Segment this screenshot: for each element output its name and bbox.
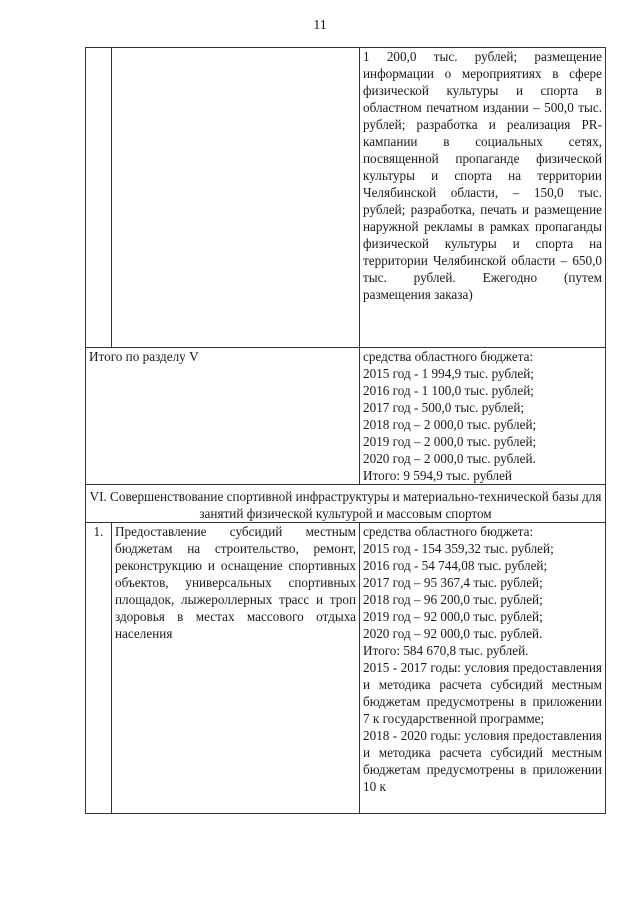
- total-label: Итого по разделу V: [86, 348, 360, 485]
- total-funding-cell: [360, 348, 606, 485]
- table-row-item-1: [86, 523, 606, 814]
- table-row-section-heading: [86, 485, 606, 523]
- item-number: 1.: [86, 523, 112, 814]
- funding-line: 2019 год – 92 000,0 тыс. рублей;: [363, 609, 543, 624]
- funding-line: средства областного бюджета:: [363, 524, 534, 539]
- table-row-total-section-v: [86, 348, 606, 485]
- funding-line: 2015 год - 1 994,9 тыс. рублей;: [363, 366, 534, 381]
- funding-line: 2019 год – 2 000,0 тыс. рублей;: [363, 434, 537, 449]
- funding-line: 2018 год – 2 000,0 тыс. рублей;: [363, 417, 537, 432]
- funding-line: 2020 год – 2 000,0 тыс. рублей.: [363, 451, 536, 466]
- program-table: [85, 47, 606, 814]
- item-funding-cell: [360, 523, 606, 814]
- funding-line: Итого: 584 670,8 тыс. рублей.: [363, 643, 529, 658]
- item-description: Предоставление субсидий местным бюджетам на строительство, ремонт, реконструкцию и оснащение спортивных объектов, универсальных спортивных площадок, лыжероллерных трасс и троп здоровья в местах массового отдыха населения: [112, 523, 360, 814]
- section-vi-title: VI. Совершенствование спортивной инфраструктуры и материально-технической базы для занятий физической культурой и массовым спортом: [86, 485, 606, 523]
- funding-cell: 1 200,0 тыс. рублей; размещение информации о мероприятиях в сфере физической культуры и спорта в областном печатном издании – 500,0 тыс. рублей; разработка и реализация PR-кампании в социальных сетях, посвященной пропаганде физической культуры и спорта на территории Челябинской области, – 150,0 тыс. рублей; разработка, печать и размещение наружной рекламы в рамках пропаганды физической культуры и спорта на территории Челябинской области – 650,0 тыс. рублей. Ежегодно (путем размещения заказа): [360, 48, 606, 348]
- description-cell: [112, 48, 360, 348]
- conditions-2018-2020: 2018 - 2020 годы: условия предоставления и методика расчета субсидий местным бюджетам предусмотрены в приложении 10 к: [363, 728, 602, 794]
- funding-line: 2016 год - 1 100,0 тыс. рублей;: [363, 383, 534, 398]
- funding-line: 2017 год - 500,0 тыс. рублей;: [363, 400, 525, 415]
- page-number: 11: [313, 18, 327, 33]
- funding-line: Итого: 9 594,9 тыс. рублей: [363, 468, 512, 483]
- table-row-continued: [86, 48, 606, 348]
- conditions-2015-2017: 2015 - 2017 годы: условия предоставления и методика расчета субсидий местным бюджетам предусмотрены в приложении 7 к государственной программе;: [363, 660, 602, 726]
- funding-line: 2016 год - 54 744,08 тыс. рублей;: [363, 558, 548, 573]
- funding-line: 2018 год – 96 200,0 тыс. рублей;: [363, 592, 543, 607]
- funding-line: средства областного бюджета:: [363, 349, 534, 364]
- funding-line: 2017 год – 95 367,4 тыс. рублей;: [363, 575, 543, 590]
- number-cell: [86, 48, 112, 348]
- funding-line: 2015 год - 154 359,32 тыс. рублей;: [363, 541, 554, 556]
- funding-line: 2020 год – 92 000,0 тыс. рублей.: [363, 626, 543, 641]
